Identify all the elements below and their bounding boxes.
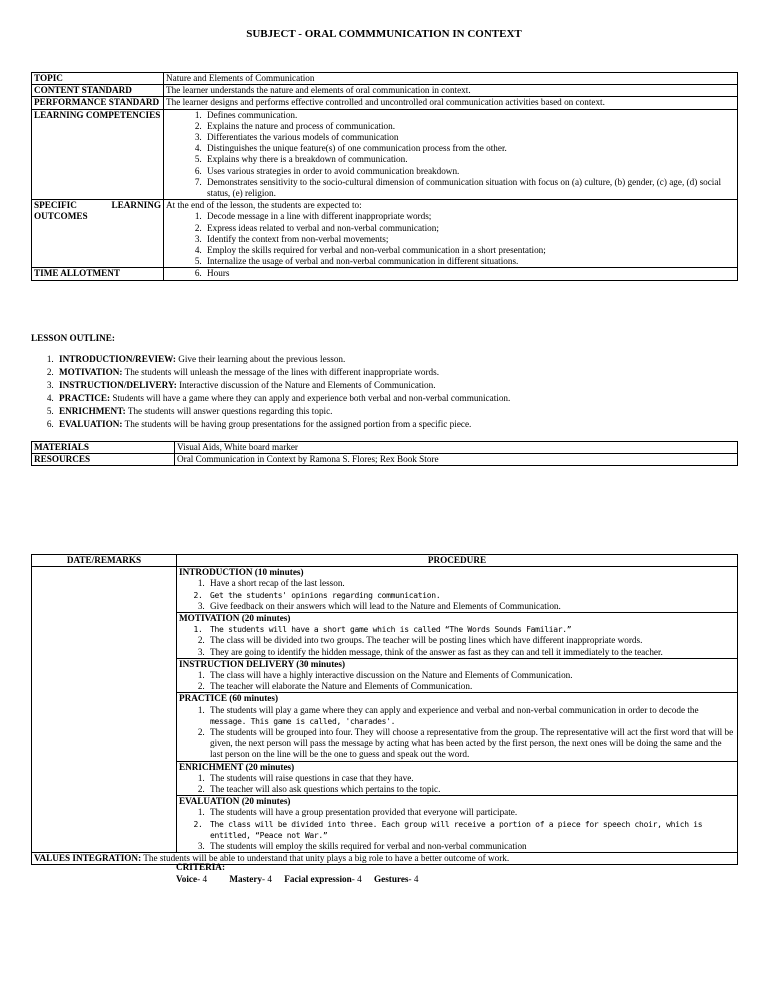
outline-label: INSTRUCTION/DELIVERY:: [59, 380, 177, 391]
list-item: 2. The teacher will elaborate the Nature and Elements of Communication.: [207, 681, 735, 692]
motivation-block: [177, 613, 737, 659]
date-remarks-cell: [32, 567, 177, 853]
list-item: 2. The class will be divided into three. Each group will receive a portion of a piece for speech choir, which is entitled, “Peace not War.”: [207, 819, 735, 841]
list-item: [207, 705, 735, 727]
learning-competencies-cell: [164, 109, 738, 200]
list-item: [56, 392, 756, 405]
performance-standard-label: PERFORMANCE STANDARD: [32, 97, 164, 109]
list-item: 3. Differentiates the various models of communication: [204, 132, 735, 143]
materials-table: [31, 441, 738, 466]
outline-text: Give their learning about the previous lesson.: [175, 354, 346, 364]
evaluation-block: [177, 796, 737, 852]
outline-text: Interactive discussion of the Nature and Elements of Communication.: [176, 380, 436, 391]
list-item: [56, 379, 756, 392]
list-item: [56, 353, 756, 366]
list-item: 7. Demonstrates sensitivity to the socio-cultural dimension of communication situation with focus on (a) culture, (b) gender, (c) age, (d) social status, (e) religion.: [204, 177, 735, 199]
list-item: 3. The students will employ the skills required for verbal and non-verbal communication: [207, 841, 735, 852]
procedure-cell: [177, 567, 738, 853]
list-item: 4. Employ the skills required for verbal and non-verbal communication in a short presentation;: [204, 245, 735, 256]
page-title: SUBJECT - ORAL COMMMUNICATION IN CONTEXT: [246, 28, 522, 40]
time-list: [166, 268, 735, 279]
content-standard-value: The learner understands the nature and elements of oral communication in context.: [164, 85, 738, 97]
enrichment-title: ENRICHMENT (20 minutes): [179, 761, 295, 772]
list-item: 1. The students will raise questions in case that they have.: [207, 773, 735, 784]
performance-standard-value: The learner designs and performs effective controlled and uncontrolled oral communication activities based on context.: [164, 97, 738, 109]
list-item: 1. Decode message in a line with different inappropriate words;: [204, 211, 735, 222]
outline-label: PRACTICE:: [59, 393, 111, 404]
time-allotment-value: 6. Hours: [204, 268, 735, 279]
list-item: 2. The students will be grouped into four. They will choose a representative from the group. The representative will act the first word that will be given, the next person will pass the message by acting what has been acted by the first person, the next ones will be doing the same and the last person on the line will be the one to guess and speak out the word.: [207, 727, 735, 761]
list-item: 3. They are going to identify the hidden message, think of the answer as fast as they can and tell it immediately to the teacher.: [207, 647, 735, 658]
materials-label: MATERIALS: [32, 442, 175, 454]
enrichment-block: [177, 762, 737, 797]
specific-outcomes-cell: [164, 200, 738, 268]
list-item: 2. Explains the nature and process of communication.: [204, 121, 735, 132]
list-item: 1. The students will have a group presentation provided that everyone will participate.: [207, 807, 735, 818]
outline-text: The students will be having group presentations for the assigned portion from a specific piece.: [122, 419, 472, 430]
list-item: 2. Get the students' opinions regarding communication.: [207, 590, 735, 601]
list-item: 3. Give feedback on their answers which will lead to the Nature and Elements of Communication.: [207, 601, 735, 612]
practice-text-cont: message. This game is called, 'charades'.: [210, 716, 396, 726]
values-integration-label: VALUES INTEGRATION:: [34, 853, 142, 864]
list-item: 1. Have a short recap of the last lesson.: [207, 578, 735, 589]
criteria-item: [176, 874, 207, 884]
resources-value: Oral Communication in Context by Ramona S. Flores; Rex Book Store: [175, 454, 738, 466]
list-item: 3. Identify the context from non-verbal movements;: [204, 234, 735, 245]
topic-label: TOPIC: [32, 73, 164, 85]
materials-value: Visual Aids, White board marker: [175, 442, 738, 454]
topic-value: Nature and Elements of Communication: [164, 73, 738, 85]
outcomes-list: [166, 211, 735, 267]
outcomes-label-word-3: OUTCOMES: [34, 211, 88, 222]
outline-text: The students will answer questions regarding this topic.: [125, 406, 333, 417]
instruction-title: INSTRUCTION DELIVERY (30 minutes): [179, 658, 346, 669]
criteria-label: Mastery: [229, 874, 262, 884]
overview-table: [31, 72, 738, 281]
criteria-score: - 4: [197, 874, 208, 884]
list-item: 5. Explains why there is a breakdown of communication.: [204, 154, 735, 165]
procedure-header: PROCEDURE: [177, 555, 738, 567]
criteria-item: [284, 874, 361, 884]
list-item: 4. Distinguishes the unique feature(s) of one communication process from the other.: [204, 143, 735, 154]
outline-label: ENRICHMENT:: [59, 406, 126, 417]
practice-text: The students will play a game where they can apply and experience and verbal and non-verbal communication in order to decode the: [210, 704, 699, 715]
competencies-list: [166, 110, 735, 200]
list-item: [56, 366, 756, 379]
specific-outcomes-label: [32, 200, 164, 268]
time-allotment-cell: [164, 268, 738, 280]
list-item: 6. Uses various strategies in order to avoid communication breakdown.: [204, 166, 735, 177]
list-item: 2. Express ideas related to verbal and non-verbal communication;: [204, 223, 735, 234]
criteria-score: - 4: [262, 874, 272, 884]
criteria-label: Gestures: [373, 874, 409, 884]
motivation-title: MOTIVATION (20 minutes): [179, 613, 291, 624]
list-item: 5. Internalize the usage of verbal and non-verbal communication in different situations.: [204, 256, 735, 267]
lesson-outline-list: [31, 353, 756, 432]
practice-title: PRACTICE (60 minutes): [179, 693, 279, 704]
values-integration-text: The students will be able to understand that unity plays a big role to have a better outcome of work.: [141, 853, 510, 864]
lesson-outline-title: LESSON OUTLINE:: [31, 333, 115, 343]
outcomes-label-word-1: SPECIFIC: [34, 200, 77, 211]
introduction-title: INTRODUCTION (10 minutes): [179, 567, 304, 578]
date-remarks-header: DATE/REMARKS: [32, 555, 177, 567]
outcomes-intro: At the end of the lesson, the students are expected to:: [166, 200, 362, 211]
procedure-table: [31, 554, 738, 865]
resources-label: RESOURCES: [32, 454, 175, 466]
instruction-block: [177, 659, 737, 694]
learning-competencies-label: LEARNING COMPETENCIES: [32, 109, 164, 200]
outline-label: INTRODUCTION/REVIEW:: [59, 354, 176, 364]
list-item: [56, 418, 756, 431]
criteria-title: CRITERIA:: [176, 862, 226, 872]
outline-label: MOTIVATION:: [59, 367, 123, 378]
content-standard-label: CONTENT STANDARD: [32, 85, 164, 97]
criteria-score: - 4: [408, 874, 419, 884]
criteria-score: - 4: [351, 874, 362, 884]
list-item: 2. The teacher will also ask questions which pertains to the topic.: [207, 784, 735, 795]
list-item: [56, 405, 756, 418]
criteria-item: [229, 874, 272, 884]
list-item: 1. The students will have a short game which is called “The Words Sounds Familiar.”: [207, 624, 735, 635]
introduction-block: [177, 567, 737, 613]
values-integration-row: [32, 853, 738, 865]
evaluation-title: EVALUATION (20 minutes): [179, 796, 291, 807]
criteria-list: [176, 874, 428, 885]
outline-label: EVALUATION:: [59, 419, 123, 430]
outline-text: The students will unleash the message of the lines with different inappropriate words.: [122, 367, 440, 378]
practice-block: [177, 693, 737, 761]
outcomes-label-word-2: LEARNING: [111, 200, 161, 211]
list-item: 2. The class will be divided into two groups. The teacher will be posting lines which have different inappropriate words.: [207, 635, 735, 646]
time-allotment-label: TIME ALLOTMENT: [32, 268, 164, 280]
criteria-label: Facial expression: [284, 874, 352, 884]
criteria-label: Voice: [176, 874, 198, 884]
outline-text: Students will have a game where they can apply and experience both verbal and non-verbal communication.: [110, 393, 511, 404]
list-item: 1. The class will have a highly interactive discussion on the Nature and Elements of Communication.: [207, 670, 735, 681]
list-item: 1. Defines communication.: [204, 110, 735, 121]
criteria-item: [374, 874, 419, 884]
